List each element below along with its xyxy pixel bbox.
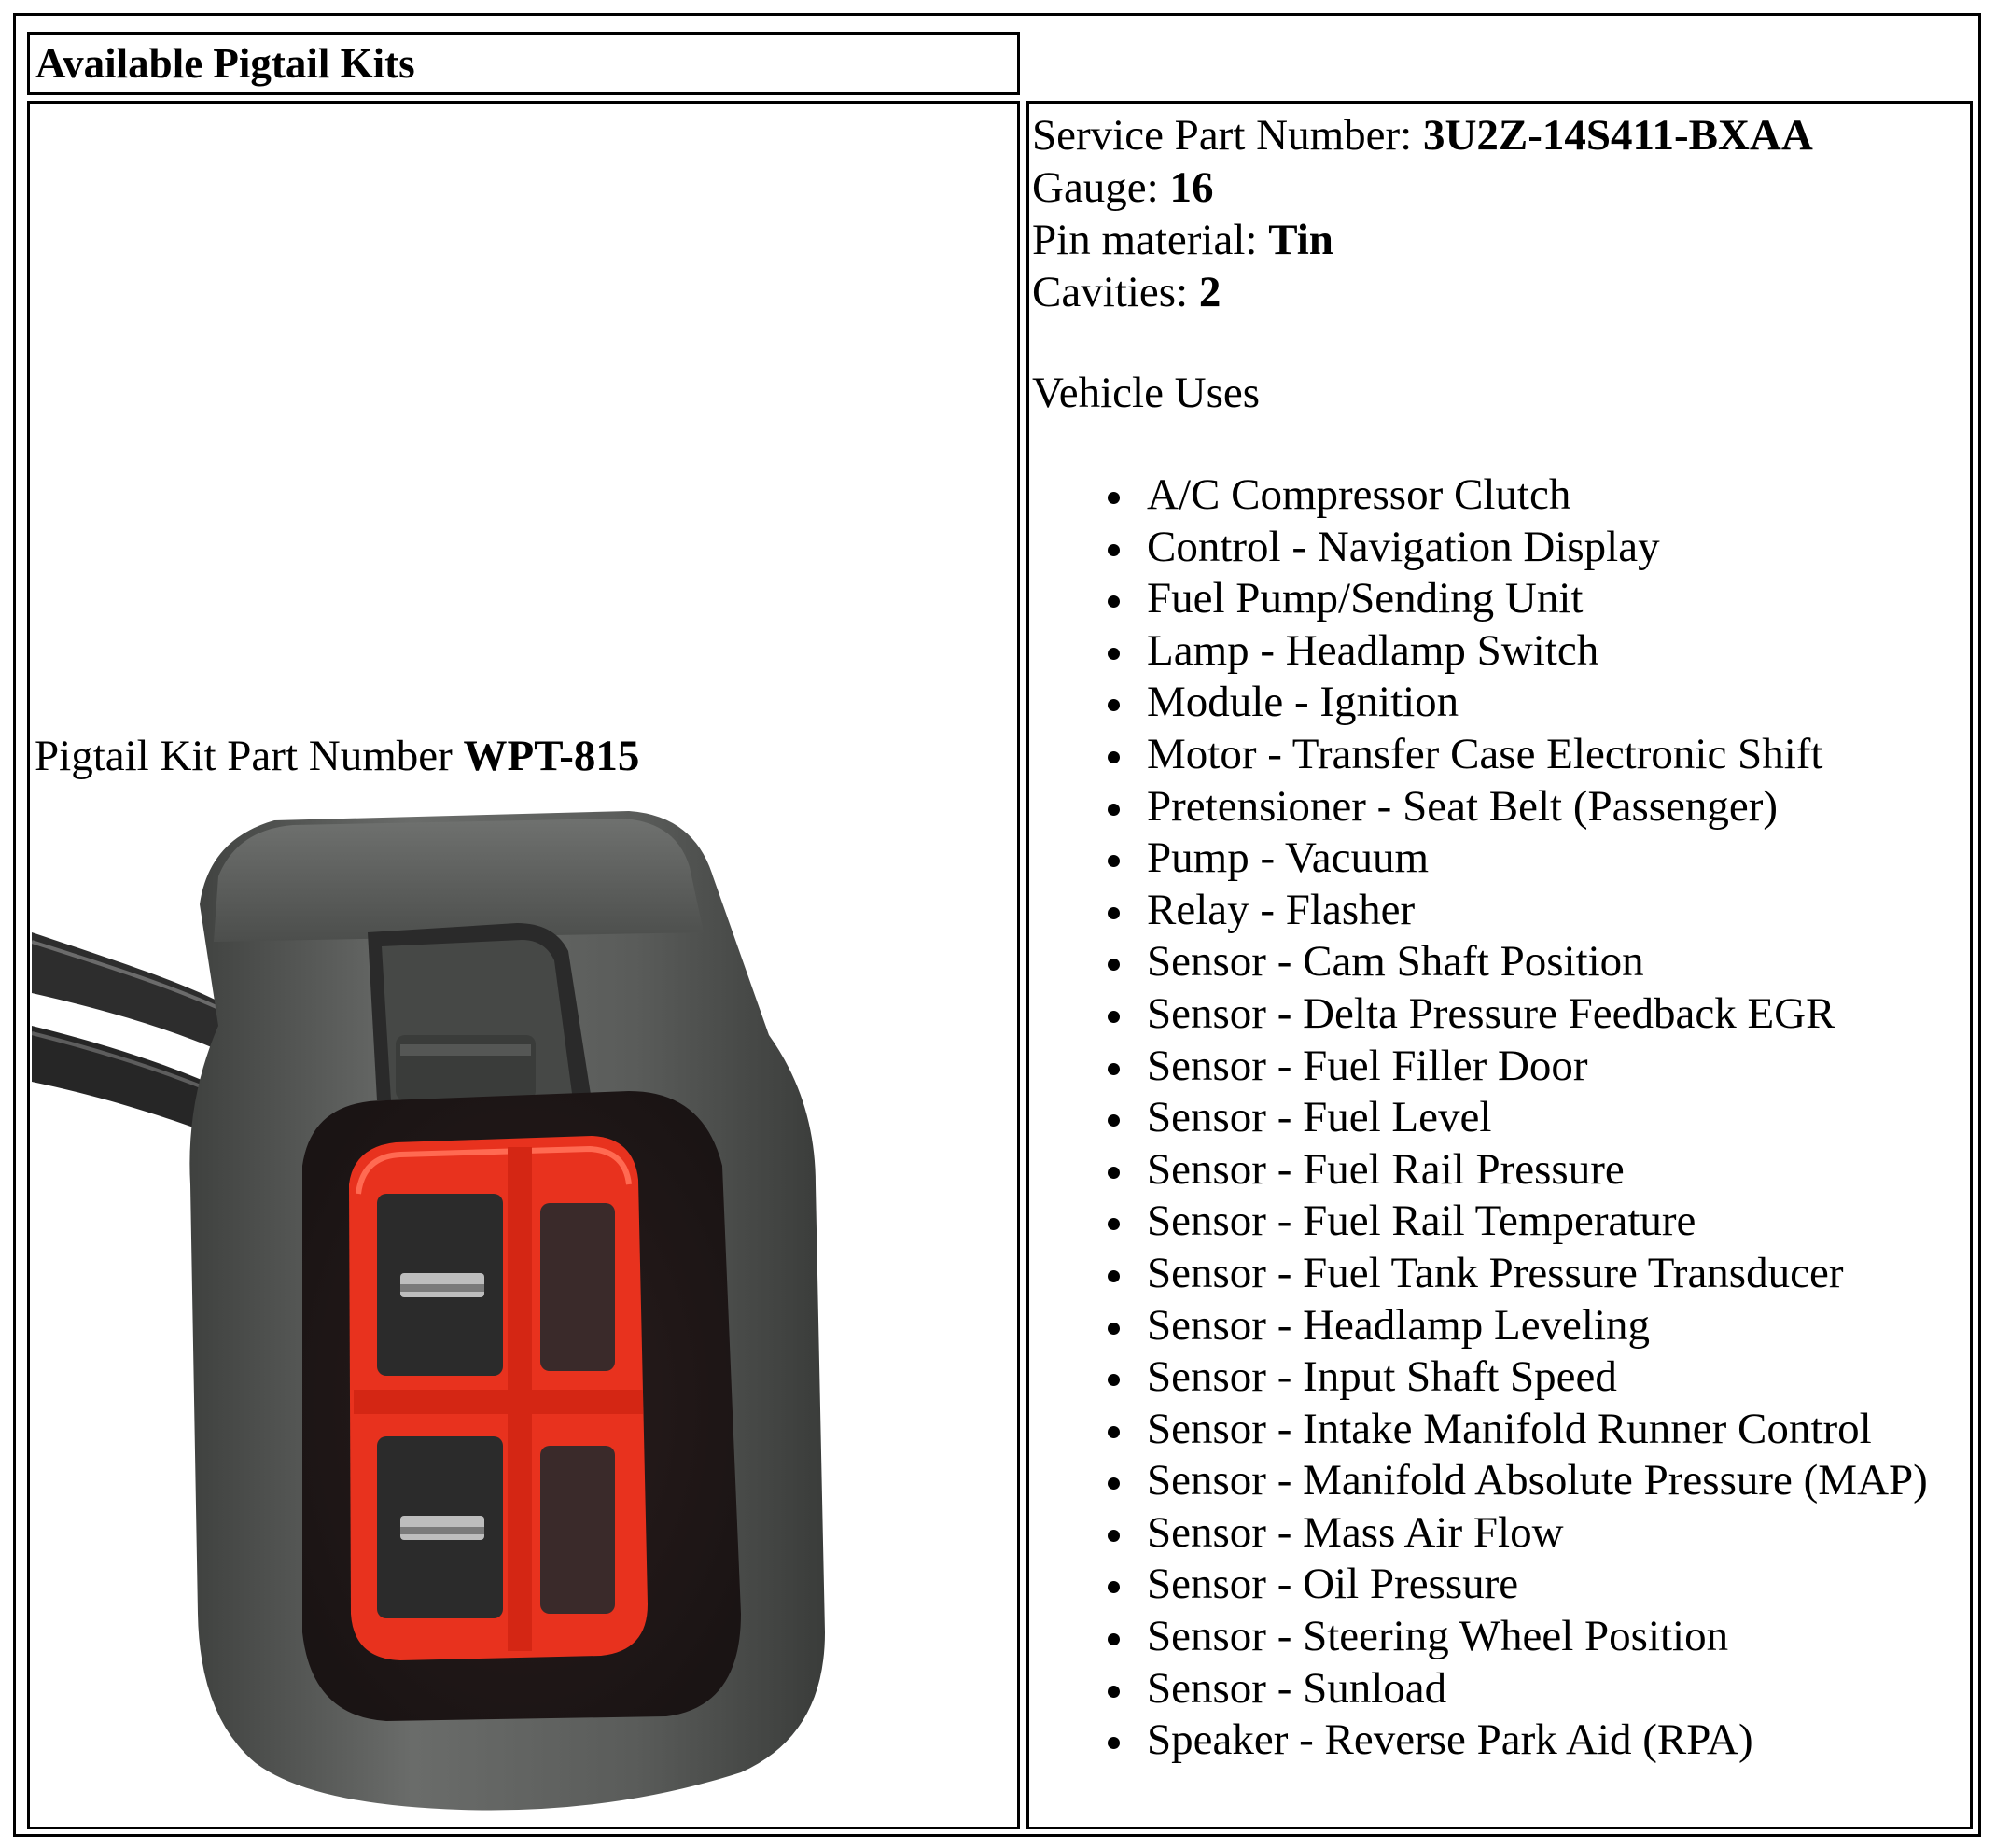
vehicle-uses-list xyxy=(1029,469,1962,1767)
bullet-icon xyxy=(1108,855,1120,867)
list-item xyxy=(1029,469,1959,522)
list-item xyxy=(1029,1196,1959,1248)
service-part-label: Service Part Number: xyxy=(1032,111,1413,160)
bullet-icon xyxy=(1108,1633,1120,1645)
list-item-label: Sensor - Mass Air Flow xyxy=(1147,1507,1564,1557)
bullet-icon xyxy=(1108,907,1120,919)
list-item-label: Motor - Transfer Case Electronic Shift xyxy=(1147,729,1823,778)
list-item-label: Fuel Pump/Sending Unit xyxy=(1147,574,1584,623)
list-item-label: Sensor - Manifold Absolute Pressure (MAP) xyxy=(1147,1456,1928,1505)
list-item-label: Sensor - Input Shaft Speed xyxy=(1147,1352,1617,1402)
bullet-icon xyxy=(1108,1218,1120,1230)
bullet-icon xyxy=(1108,699,1120,711)
list-item-label: Control - Navigation Display xyxy=(1147,522,1660,571)
list-item-label: Sensor - Delta Pressure Feedback EGR xyxy=(1147,988,1835,1038)
bullet-icon xyxy=(1108,1063,1120,1075)
service-part-value: 3U2Z-14S411-BXAA xyxy=(1422,111,1813,160)
list-item xyxy=(1029,625,1959,678)
list-item xyxy=(1029,1404,1959,1456)
bullet-icon xyxy=(1108,1737,1120,1749)
list-item-label: Pump - Vacuum xyxy=(1147,833,1430,883)
bullet-icon xyxy=(1108,1581,1120,1593)
list-item xyxy=(1029,1351,1959,1404)
list-item xyxy=(1029,833,1959,885)
kit-image-cell xyxy=(27,101,1020,1829)
list-item-label: Sensor - Cam Shaft Position xyxy=(1147,937,1644,987)
kit-label: Pigtail Kit Part Number xyxy=(35,732,453,780)
list-item xyxy=(1029,677,1959,729)
list-item xyxy=(1029,1092,1959,1144)
list-item xyxy=(1029,1507,1959,1560)
pin-material-line xyxy=(1032,214,1813,266)
list-item xyxy=(1029,1144,1959,1197)
list-item xyxy=(1029,988,1959,1041)
list-item-label: Relay - Flasher xyxy=(1147,885,1416,934)
list-item-label: Sensor - Steering Wheel Position xyxy=(1147,1612,1729,1661)
bullet-icon xyxy=(1108,1167,1120,1179)
connector-illustration xyxy=(32,792,1015,1827)
list-item-label: Sensor - Intake Manifold Runner Control xyxy=(1147,1404,1872,1453)
list-item-label: Sensor - Oil Pressure xyxy=(1147,1560,1519,1609)
list-item-label: Module - Ignition xyxy=(1147,678,1459,727)
list-item-label: Sensor - Fuel Filler Door xyxy=(1147,1041,1588,1090)
cavities-value: 2 xyxy=(1198,268,1221,316)
list-item xyxy=(1029,1041,1959,1093)
list-item xyxy=(1029,729,1959,781)
list-item-label: Pretensioner - Seat Belt (Passenger) xyxy=(1147,781,1779,831)
bullet-icon xyxy=(1108,1477,1120,1490)
bullet-icon xyxy=(1108,1374,1120,1386)
kit-caption xyxy=(35,731,639,781)
bullet-icon xyxy=(1108,544,1120,556)
list-item xyxy=(1029,1663,1959,1715)
list-item xyxy=(1029,522,1959,574)
gauge-value: 16 xyxy=(1169,163,1214,212)
bullet-icon xyxy=(1108,492,1120,504)
bullet-icon xyxy=(1108,1323,1120,1335)
bullet-icon xyxy=(1108,1011,1120,1023)
gauge-line xyxy=(1032,161,1813,214)
list-item xyxy=(1029,573,1959,625)
list-item-label: Sensor - Headlamp Leveling xyxy=(1147,1300,1651,1350)
spec-block xyxy=(1032,109,1813,318)
list-item-label: Sensor - Fuel Level xyxy=(1147,1093,1492,1142)
table-header-cell xyxy=(27,32,1020,95)
cavities-label: Cavities: xyxy=(1032,268,1189,316)
gauge-label: Gauge: xyxy=(1032,163,1159,212)
bullet-icon xyxy=(1108,648,1120,660)
list-item xyxy=(1029,1300,1959,1352)
bullet-icon xyxy=(1108,1530,1120,1542)
bullet-icon xyxy=(1108,595,1120,608)
service-part-line xyxy=(1032,109,1813,161)
list-item xyxy=(1029,885,1959,937)
list-item xyxy=(1029,1715,1959,1767)
bullet-icon xyxy=(1108,751,1120,763)
list-item xyxy=(1029,781,1959,833)
table-header-title: Available Pigtail Kits xyxy=(35,40,415,87)
cavities-line xyxy=(1032,266,1813,318)
list-item-label: Speaker - Reverse Park Aid (RPA) xyxy=(1147,1715,1753,1765)
list-item-label: Sensor - Fuel Tank Pressure Transducer xyxy=(1147,1248,1844,1297)
bullet-icon xyxy=(1108,804,1120,816)
connector-photo xyxy=(32,792,1015,1827)
list-item-label: Sensor - Fuel Rail Temperature xyxy=(1147,1197,1696,1246)
list-item xyxy=(1029,1248,1959,1300)
list-item xyxy=(1029,1611,1959,1663)
vehicle-uses-heading: Vehicle Uses xyxy=(1032,369,1261,417)
bullet-icon xyxy=(1108,1426,1120,1438)
list-item-label: Sensor - Sunload xyxy=(1147,1663,1447,1713)
list-item xyxy=(1029,1559,1959,1611)
kit-details-cell xyxy=(1026,101,1973,1829)
pin-material-value: Tin xyxy=(1268,216,1333,264)
bullet-icon xyxy=(1108,1114,1120,1127)
bullet-icon xyxy=(1108,1270,1120,1282)
list-item-label: A/C Compressor Clutch xyxy=(1147,470,1571,519)
list-item xyxy=(1029,1455,1959,1507)
bullet-icon xyxy=(1108,1686,1120,1698)
list-item-label: Sensor - Fuel Rail Pressure xyxy=(1147,1144,1625,1194)
pin-material-label: Pin material: xyxy=(1032,216,1258,264)
list-item-label: Lamp - Headlamp Switch xyxy=(1147,625,1599,675)
bullet-icon xyxy=(1108,959,1120,971)
list-item xyxy=(1029,936,1959,988)
kit-part-number: WPT-815 xyxy=(463,732,640,780)
